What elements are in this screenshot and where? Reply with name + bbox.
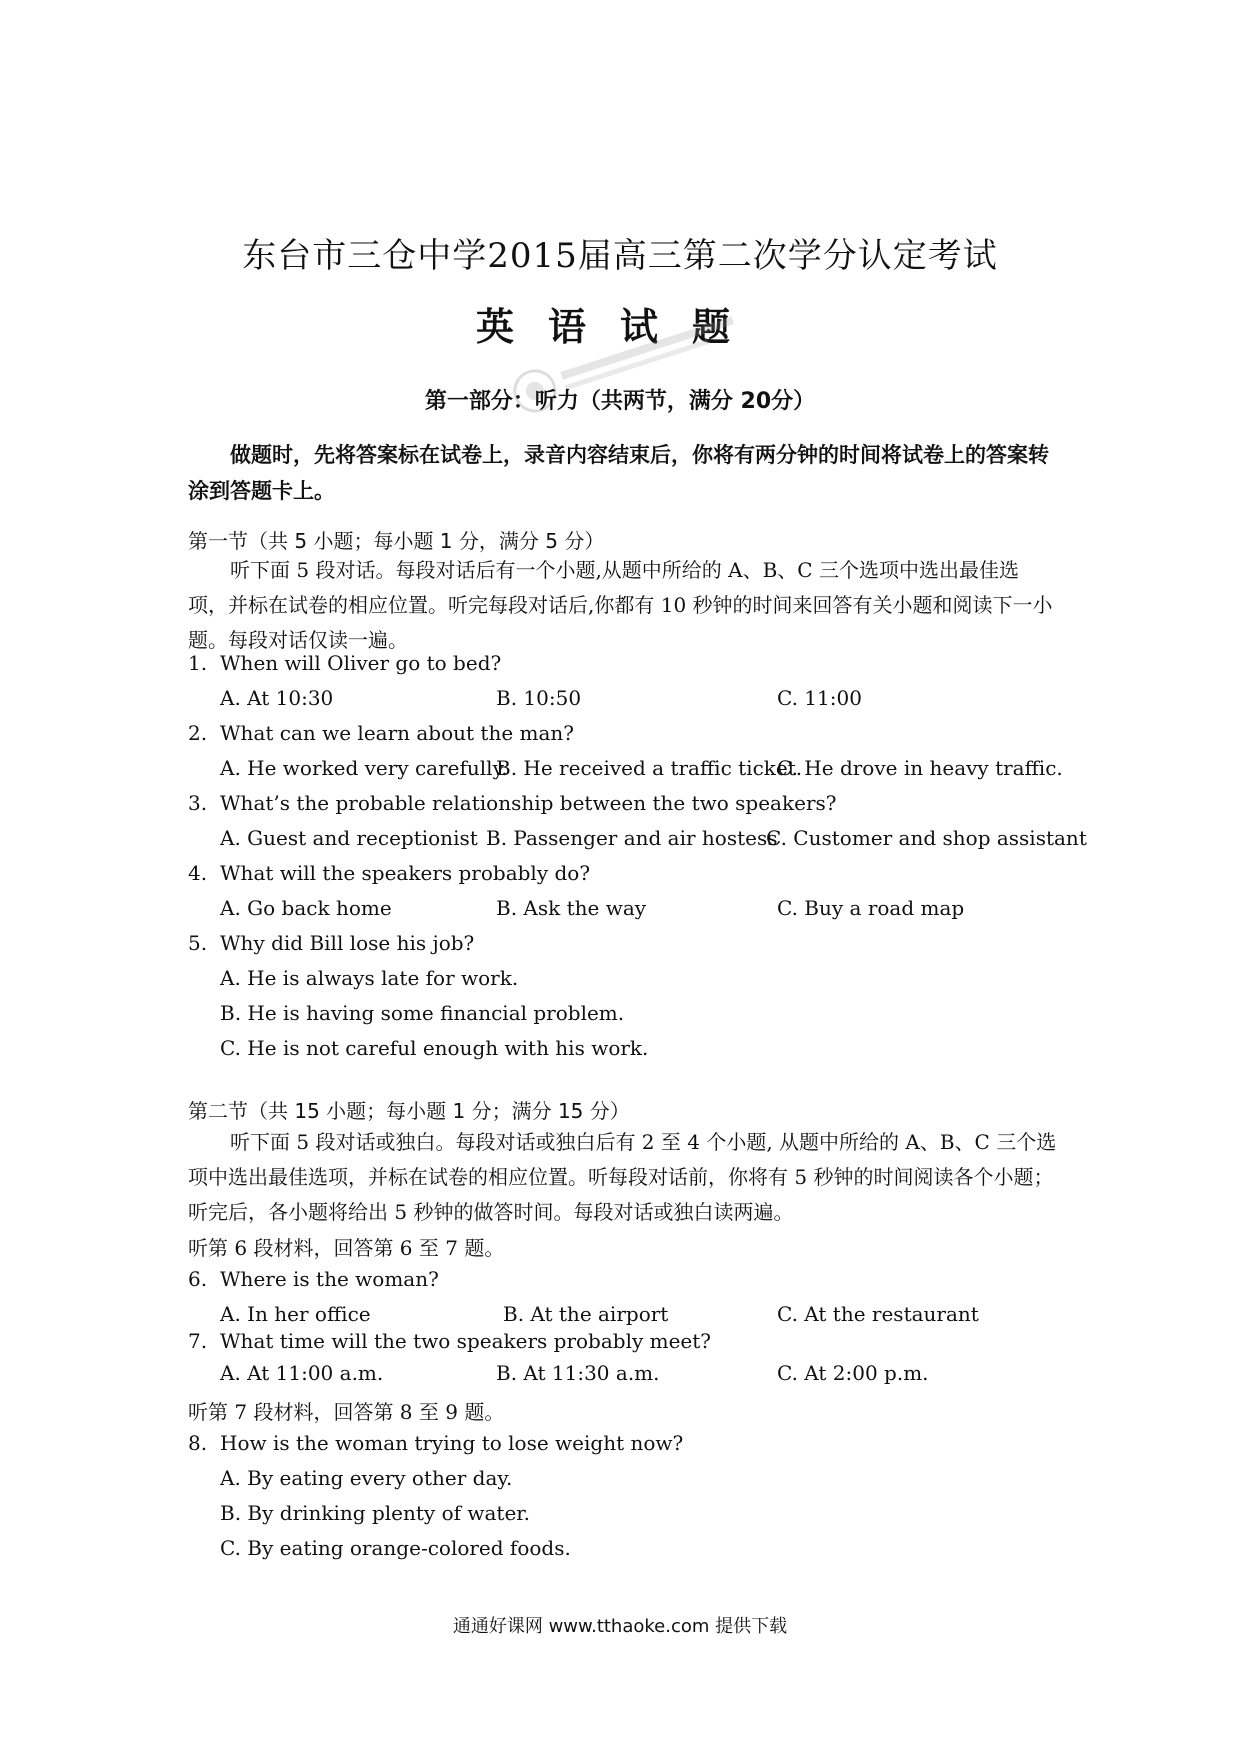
option-a: A. Go back home [220, 896, 392, 920]
question-5 [188, 931, 474, 955]
option-a: A. In her office [220, 1302, 371, 1326]
option-a: A. By eating every other day. [220, 1466, 513, 1490]
option-b: B. Passenger and air hostess [486, 826, 778, 850]
question-text: What time will the two speakers probably meet? [220, 1329, 712, 1353]
question-number: 1. [188, 651, 208, 675]
option-b: B. Ask the way [496, 896, 647, 920]
question-number: 7. [188, 1329, 208, 1353]
option-c: C. He is not careful enough with his work. [220, 1036, 649, 1060]
option-c: C. At the restaurant [777, 1302, 979, 1326]
section2-directions: 听下面 5 段对话或独白。每段对话或独白后有 2 至 4 个小题, 从题中所给的 A、B、C 三个选项中选出最佳选项，并标在试卷的相应位置。听每段对话前，你将有 5 秒钟的时间阅读各个小题；听完后，各小题将给出 5 秒钟的做答时间。每段对话或独白读两遍。 [188, 1130, 1057, 1224]
section2-heading: 第二节（共 15 小题；每小题 1 分；满分 15 分） [188, 1099, 630, 1123]
footer-download-note: 通通好课网 www.tthaoke.com 提供下载 [452, 1616, 788, 1637]
section1-heading: 第一节（共 5 小题；每小题 1 分，满分 5 分） [188, 529, 605, 553]
question-2 [188, 721, 574, 745]
question-text: When will Oliver go to bed? [220, 651, 502, 675]
option-c: C. By eating orange-colored foods. [220, 1536, 571, 1560]
option-c: C. 11:00 [777, 686, 862, 710]
option-a: A. Guest and receptionist [220, 826, 478, 850]
question-text: What’s the probable relationship between the two speakers? [220, 791, 837, 815]
question-text: What can we learn about the man? [220, 721, 575, 745]
question-1 [188, 651, 501, 675]
exam-title: 东台市三仓中学2015届高三第二次学分认定考试 [242, 236, 998, 276]
question-8 [188, 1431, 683, 1455]
question-text: What will the speakers probably do? [220, 861, 591, 885]
question-text: Why did Bill lose his job? [220, 931, 475, 955]
option-a: A. At 10:30 [220, 686, 334, 710]
subject-title: 英语试题 [475, 305, 764, 349]
question-6 [188, 1267, 439, 1291]
option-b: B. He received a traffic ticket. [496, 756, 803, 780]
option-b: B. By drinking plenty of water. [220, 1501, 531, 1525]
question-number: 2. [188, 721, 208, 745]
question-number: 6. [188, 1267, 208, 1291]
option-a: A. He is always late for work. [220, 966, 519, 990]
question-4 [188, 861, 590, 885]
option-c: C. At 2:00 p.m. [777, 1361, 929, 1385]
material-7-note: 听第 7 段材料，回答第 8 至 9 题。 [188, 1400, 505, 1424]
instructions: 做题时，先将答案标在试卷上，录音内容结束后，你将有两分钟的时间将试卷上的答案转涂到答题卡上。 [188, 443, 1049, 503]
question-3 [188, 791, 836, 815]
question-number: 5. [188, 931, 208, 955]
option-c: C. Buy a road map [777, 896, 965, 920]
option-b: B. At 11:30 a.m. [496, 1361, 660, 1385]
question-text: Where is the woman? [220, 1267, 439, 1291]
question-number: 3. [188, 791, 208, 815]
option-c: C. He drove in heavy traffic. [777, 756, 1063, 780]
option-a: A. He worked very carefully. [220, 756, 508, 780]
option-b: B. He is having some financial problem. [220, 1001, 625, 1025]
question-number: 8. [188, 1431, 208, 1455]
question-7 [188, 1329, 711, 1353]
option-b: B. At the airport [503, 1302, 669, 1326]
option-c: C. Customer and shop assistant [766, 826, 1087, 850]
material-6-note: 听第 6 段材料，回答第 6 至 7 题。 [188, 1236, 505, 1260]
option-b: B. 10:50 [496, 686, 582, 710]
section1-directions: 听下面 5 段对话。每段对话后有一个小题,从题中所给的 A、B、C 三个选项中选出最佳选项，并标在试卷的相应位置。听完每段对话后,你都有 10 秒钟的时间来回答有关小题和阅读下一小题。每段对话仅读一遍。 [188, 558, 1053, 652]
part-title: 第一部分：听力（共两节，满分 20分） [424, 389, 816, 414]
question-text: How is the woman trying to lose weight now? [220, 1431, 684, 1455]
option-a: A. At 11:00 a.m. [220, 1361, 384, 1385]
question-number: 4. [188, 861, 208, 885]
